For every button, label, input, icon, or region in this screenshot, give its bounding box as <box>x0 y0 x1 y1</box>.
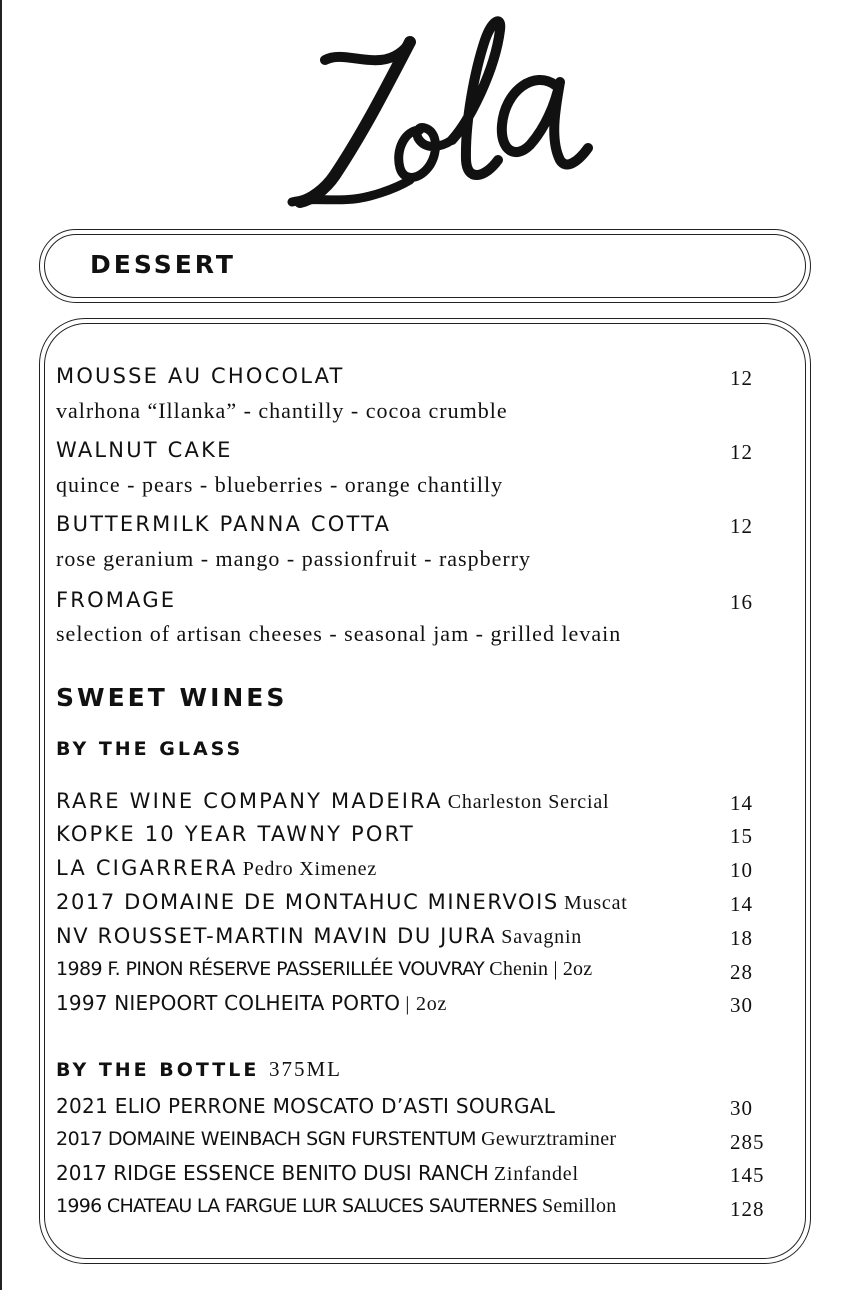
wine-detail: Zinfandel <box>493 1163 579 1185</box>
dessert-item-price: 12 <box>730 514 753 538</box>
wine-detail: Savagnin <box>501 926 583 948</box>
dessert-item-description: selection of artisan cheeses - seasonal jam - grilled levain <box>56 621 622 646</box>
wine-name: 2017 DOMAINE WEINBACH SGN FURSTENTUM <box>56 1128 476 1150</box>
wine-list-item <box>56 1094 786 1118</box>
wine-price: 30 <box>730 993 753 1017</box>
wine-name: LA CIGARRERA <box>56 856 238 880</box>
wine-list-item <box>56 890 786 915</box>
wine-list-item <box>56 1195 786 1218</box>
dessert-item-name: BUTTERMILK PANNA COTTA <box>56 512 392 536</box>
wine-detail: Muscat <box>563 892 628 914</box>
wine-list-item <box>56 1161 786 1186</box>
wine-price: 15 <box>730 824 753 848</box>
dessert-item-description: quince - pears - blueberries - orange chantilly <box>56 472 504 497</box>
zola-script-logo-icon <box>270 10 630 225</box>
dessert-header-title: DESSERT <box>90 250 236 279</box>
dessert-item-price: 16 <box>730 590 753 614</box>
wine-name: 2017 DOMAINE DE MONTAHUC MINERVOIS <box>56 890 559 914</box>
wine-name: RARE WINE COMPANY MADEIRA <box>56 789 443 813</box>
wine-price: 285 <box>730 1130 765 1154</box>
dessert-item-price: 12 <box>730 440 753 464</box>
wine-list-item <box>56 789 786 814</box>
wine-price: 14 <box>730 892 753 916</box>
dessert-item-name: WALNUT CAKE <box>56 438 233 462</box>
wine-name: NV ROUSSET-MARTIN MAVIN DU JURA <box>56 924 497 948</box>
wine-list-item <box>56 1128 786 1151</box>
wine-price: 28 <box>730 960 753 984</box>
by-the-bottle-title <box>56 1057 342 1082</box>
wine-price: 128 <box>730 1197 765 1221</box>
wine-detail: | 2oz <box>405 993 448 1015</box>
wine-name: 2021 ELIO PERRONE MOSCATO D’ASTI SOURGAL <box>56 1094 556 1118</box>
wine-list-item <box>56 822 786 846</box>
dessert-item-description: rose geranium - mango - passionfruit - raspberry <box>56 546 532 571</box>
wine-detail: Pedro Ximenez <box>242 858 378 880</box>
wine-name: 2017 RIDGE ESSENCE BENITO DUSI RANCH <box>56 1161 489 1185</box>
wine-price: 18 <box>730 926 753 950</box>
wine-name: 1989 F. PINON RÉSERVE PASSERILLÉE VOUVRAY <box>56 958 485 980</box>
wine-price: 145 <box>730 1163 765 1187</box>
left-edge-rule <box>0 0 2 1290</box>
zola-logo <box>270 10 630 225</box>
dessert-item-price: 12 <box>730 366 753 390</box>
wine-detail: Semillon <box>541 1195 617 1217</box>
wine-list-item <box>56 991 786 1016</box>
dessert-item-name: MOUSSE AU CHOCOLAT <box>56 364 345 388</box>
wine-name: 1997 NIEPOORT COLHEITA PORTO <box>56 991 401 1015</box>
dessert-item-name: FROMAGE <box>56 588 177 612</box>
wine-price: 14 <box>730 791 753 815</box>
dessert-item-description: valrhona “Illanka” - chantilly - cocoa crumble <box>56 398 508 423</box>
dessert-header-box <box>39 229 811 303</box>
by-the-bottle-size-note: 375ML <box>268 1057 342 1081</box>
wine-price: 10 <box>730 858 753 882</box>
by-the-bottle-label: BY THE BOTTLE <box>56 1059 260 1081</box>
wine-list-item <box>56 856 786 881</box>
by-the-glass-title: BY THE GLASS <box>56 738 244 760</box>
wine-list-item <box>56 924 786 949</box>
wine-detail: Chenin | 2oz <box>489 958 593 980</box>
sweet-wines-title: SWEET WINES <box>56 683 288 712</box>
wine-list-item <box>56 958 786 981</box>
wine-name: 1996 CHATEAU LA FARGUE LUR SALUCES SAUTERNES <box>56 1195 537 1217</box>
wine-detail: Charleston Sercial <box>447 791 610 813</box>
wine-detail: Gewurztraminer <box>481 1128 617 1150</box>
wine-name: KOPKE 10 YEAR TAWNY PORT <box>56 822 415 846</box>
wine-price: 30 <box>730 1096 753 1120</box>
